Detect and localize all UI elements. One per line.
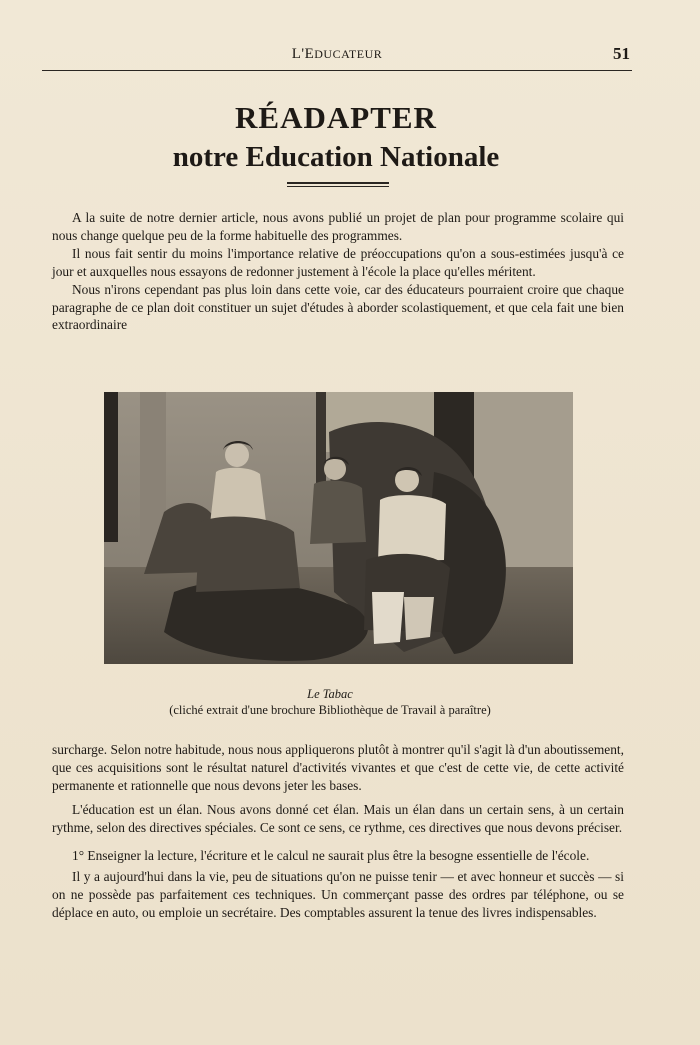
title-divider [287, 182, 389, 187]
article-title: RÉADAPTER [235, 100, 437, 135]
paragraph: Il nous fait sentir du moins l'importance relative de préoccupations qu'on a sous-estimées jusqu'à ce jour et auxquelles nous essayons de redonner justement à l'école la place qu'elles méritent. [52, 245, 624, 279]
photo-image [104, 392, 573, 664]
journal-title: L'EDUCATEUR [291, 46, 383, 62]
paragraph: surcharge. Selon notre habitude, nous nous appliquerons plutôt à montrer qu'il s'agit là d'un aboutissement, que ces acquisitions sont le résultat naturel d'activités vivantes et que c'est de cette vie, de cette activité permanente et rationnelle que nous devons jeter les bases. [52, 742, 624, 793]
paragraph: Nous n'irons cependant pas plus loin dans cette voie, car des éducateurs pourraient croire que chaque paragraphe de ce plan doit constituer un sujet d'études à aborder scolastiquement, et que cela fait une bien extraordinaire [52, 281, 624, 333]
running-header [42, 40, 632, 71]
figure-caption [0, 686, 660, 718]
paragraph: A la suite de notre dernier article, nous avons publié un projet de plan pour programme scolaire qui nous change quelque peu de la forme habituelle des programmes. [52, 210, 624, 243]
article-text-top [52, 209, 624, 334]
caption-credit: (cliché extrait d'une brochure Bibliothèque de Travail à paraître) [169, 703, 491, 717]
article-text-bottom [52, 741, 624, 922]
paragraph: L'éducation est un élan. Nous avons donné cet élan. Mais un élan dans un certain sens, à un certain rythme, selon des directives spéciales. Ce sont ce sens, ce rythme, ces directives que nous devons préciser. [52, 801, 624, 835]
photograph-tobacco-workers [104, 392, 573, 664]
paragraph: Il y a aujourd'hui dans la vie, peu de situations qu'on ne puisse tenir — et avec honneur et succès — si on ne possède pas parfaitement ces techniques. Un commerçant passe des ordres par téléphone, ou se déplace en auto, ou emploie un secrétaire. Des comptables assurent la tenue des livres indispensables. [52, 869, 624, 921]
page-number: 51 [613, 44, 630, 63]
article-subtitle: notre Education Nationale [172, 141, 500, 173]
caption-title: Le Tabac [307, 687, 353, 701]
paragraph: 1° Enseigner la lecture, l'écriture et le calcul ne saurait plus être la besogne essentielle de l'école. [72, 847, 590, 863]
